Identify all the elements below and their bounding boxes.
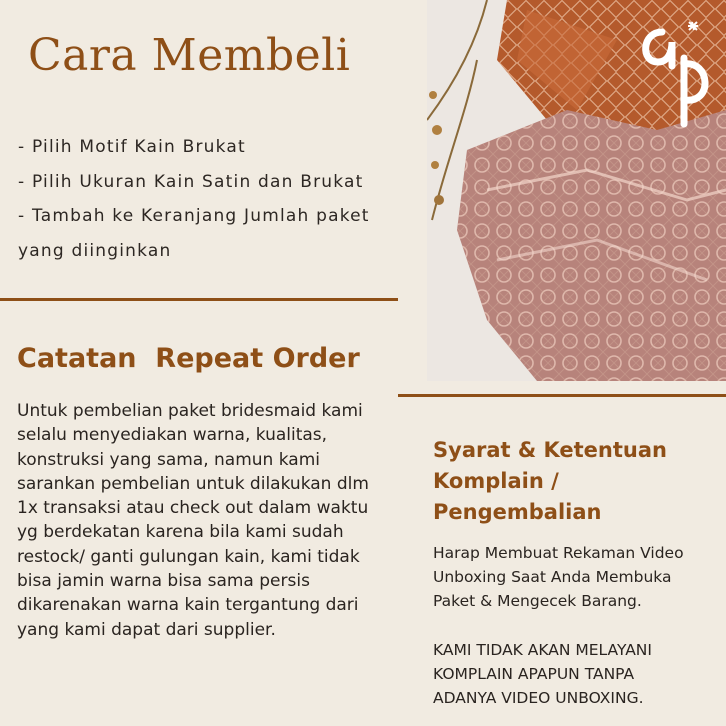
- divider-left: [0, 298, 398, 301]
- step-item: yang diinginkan: [18, 240, 172, 261]
- repeat-order-body: [17, 399, 389, 642]
- body-line: Untuk pembelian paket bridesmaid kami: [17, 401, 363, 421]
- body-line: konstruksi yang sama, namun kami: [17, 449, 320, 470]
- page-title: Cara Membeli: [28, 30, 351, 81]
- body-line: Harap Membuat Rekaman Video: [433, 544, 684, 562]
- body-line: Paket & Mengecek Barang.: [433, 592, 642, 611]
- body-line: Unboxing Saat Anda Membuka: [433, 568, 672, 587]
- complaint-title: [433, 435, 713, 528]
- divider-right: [398, 394, 726, 397]
- step-item: - Tambah ke Keranjang Jumlah paket: [18, 206, 370, 226]
- title-line: Syarat & Ketentuan: [433, 438, 667, 462]
- body-line: KAMI TIDAK AKAN MELAYANI: [433, 640, 652, 659]
- step-item: - Pilih Ukuran Kain Satin dan Brukat: [18, 171, 364, 192]
- step-item: - Pilih Motif Kain Brukat: [18, 137, 246, 157]
- body-line: KOMPLAIN APAPUN TANPA: [433, 664, 635, 683]
- body-line: yg berdekatan karena bila kami sudah: [17, 522, 344, 543]
- body-line: selalu menyediakan warna, kualitas,: [17, 425, 328, 446]
- purchase-steps: [18, 130, 398, 268]
- body-line: ADANYA VIDEO UNBOXING.: [433, 689, 644, 708]
- body-line: [433, 614, 713, 638]
- body-line: yang kami dapat dari supplier.: [17, 619, 276, 640]
- title-line: Pengembalian: [433, 500, 602, 524]
- title-line: Komplain /: [433, 469, 559, 493]
- repeat-order-title: Catatan Repeat Order: [17, 343, 360, 374]
- ap-monogram-logo: [632, 18, 712, 128]
- body-line: dikarenakan warna kain tergantung dari: [17, 595, 359, 616]
- body-line: bisa jamin warna bisa sama persis: [17, 571, 310, 592]
- body-line: 1x transaksi atau check out dalam waktu: [17, 498, 369, 519]
- body-line: sarankan pembelian untuk dilakukan dlm: [17, 473, 369, 494]
- body-line: restock/ ganti gulungan kain, kami tidak: [17, 546, 360, 567]
- complaint-body: [433, 541, 713, 710]
